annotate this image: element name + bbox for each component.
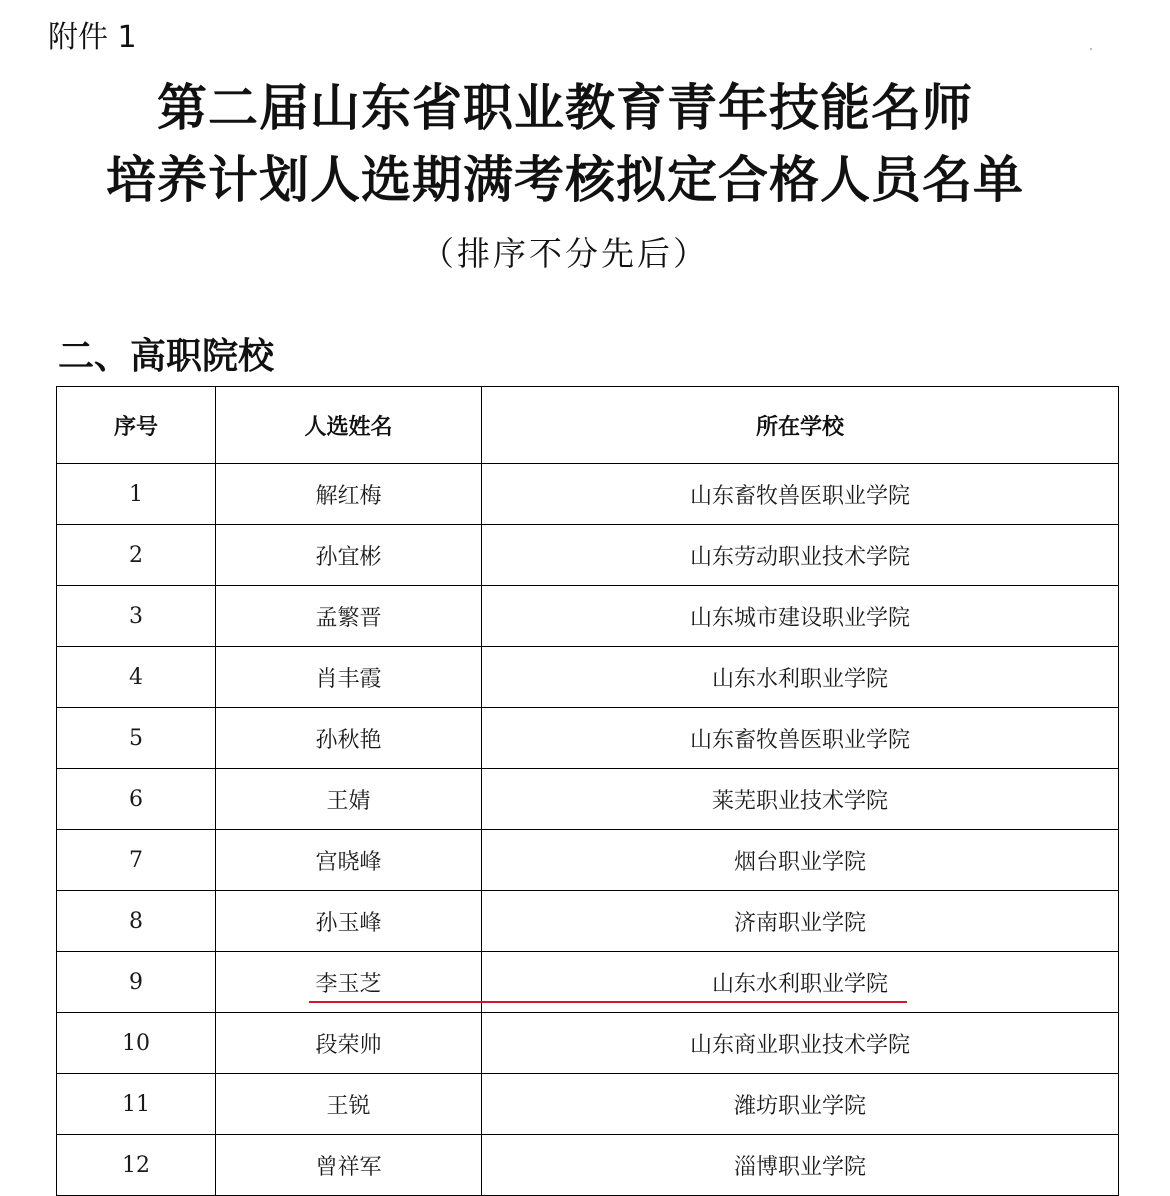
row-name: 王婧 xyxy=(216,769,482,830)
header-school: 所在学校 xyxy=(482,387,1119,464)
row-number: 5 xyxy=(57,708,216,769)
row-school: 山东劳动职业技术学院 xyxy=(482,525,1119,586)
row-number: 6 xyxy=(57,769,216,830)
row-name: 李玉芝 xyxy=(216,952,482,1013)
row-number: 11 xyxy=(57,1074,216,1135)
row-number: 12 xyxy=(57,1135,216,1196)
row-name: 曾祥军 xyxy=(216,1135,482,1196)
roster-table xyxy=(56,386,1119,1196)
table-row xyxy=(57,708,1119,769)
table-row xyxy=(57,891,1119,952)
table-row xyxy=(57,952,1119,1013)
section-heading: 二、高职院校 xyxy=(58,336,275,377)
row-number: 8 xyxy=(57,891,216,952)
table-row xyxy=(57,464,1119,525)
header-number: 序号 xyxy=(57,387,216,464)
table-row xyxy=(57,1013,1119,1074)
table-row xyxy=(57,769,1119,830)
scan-speck xyxy=(1090,48,1092,50)
row-number: 1 xyxy=(57,464,216,525)
table-row xyxy=(57,586,1119,647)
row-name: 宫晓峰 xyxy=(216,830,482,891)
row-school: 山东畜牧兽医职业学院 xyxy=(482,464,1119,525)
attachment-label: 附件 1 xyxy=(48,20,137,55)
row-name: 孙玉峰 xyxy=(216,891,482,952)
table-header-row xyxy=(57,387,1119,464)
row-school: 莱芜职业技术学院 xyxy=(482,769,1119,830)
row-school: 潍坊职业学院 xyxy=(482,1074,1119,1135)
row-name: 肖丰霞 xyxy=(216,647,482,708)
row-name: 孟繁晋 xyxy=(216,586,482,647)
row-number: 10 xyxy=(57,1013,216,1074)
row-school: 烟台职业学院 xyxy=(482,830,1119,891)
row-name: 解红梅 xyxy=(216,464,482,525)
header-name: 人选姓名 xyxy=(216,387,482,464)
row-name: 王锐 xyxy=(216,1074,482,1135)
row-number: 3 xyxy=(57,586,216,647)
row-number: 9 xyxy=(57,952,216,1013)
table-row xyxy=(57,1135,1119,1196)
document-title-line-2: 培养计划人选期满考核拟定合格人员名单 xyxy=(106,151,1024,209)
row-name: 孙宜彬 xyxy=(216,525,482,586)
row-school: 山东水利职业学院 xyxy=(482,647,1119,708)
document-subtitle: （排序不分先后） xyxy=(421,234,709,273)
red-underline-annotation xyxy=(309,1001,907,1003)
row-number: 7 xyxy=(57,830,216,891)
row-name: 段荣帅 xyxy=(216,1013,482,1074)
table-row xyxy=(57,830,1119,891)
row-school: 济南职业学院 xyxy=(482,891,1119,952)
row-name: 孙秋艳 xyxy=(216,708,482,769)
row-school: 山东水利职业学院 xyxy=(482,952,1119,1013)
row-school: 山东城市建设职业学院 xyxy=(482,586,1119,647)
document-title-line-1: 第二届山东省职业教育青年技能名师 xyxy=(157,79,973,137)
table-row xyxy=(57,647,1119,708)
table-row xyxy=(57,1074,1119,1135)
row-school: 山东商业职业技术学院 xyxy=(482,1013,1119,1074)
row-number: 4 xyxy=(57,647,216,708)
row-number: 2 xyxy=(57,525,216,586)
row-school: 山东畜牧兽医职业学院 xyxy=(482,708,1119,769)
table-row xyxy=(57,525,1119,586)
row-school: 淄博职业学院 xyxy=(482,1135,1119,1196)
